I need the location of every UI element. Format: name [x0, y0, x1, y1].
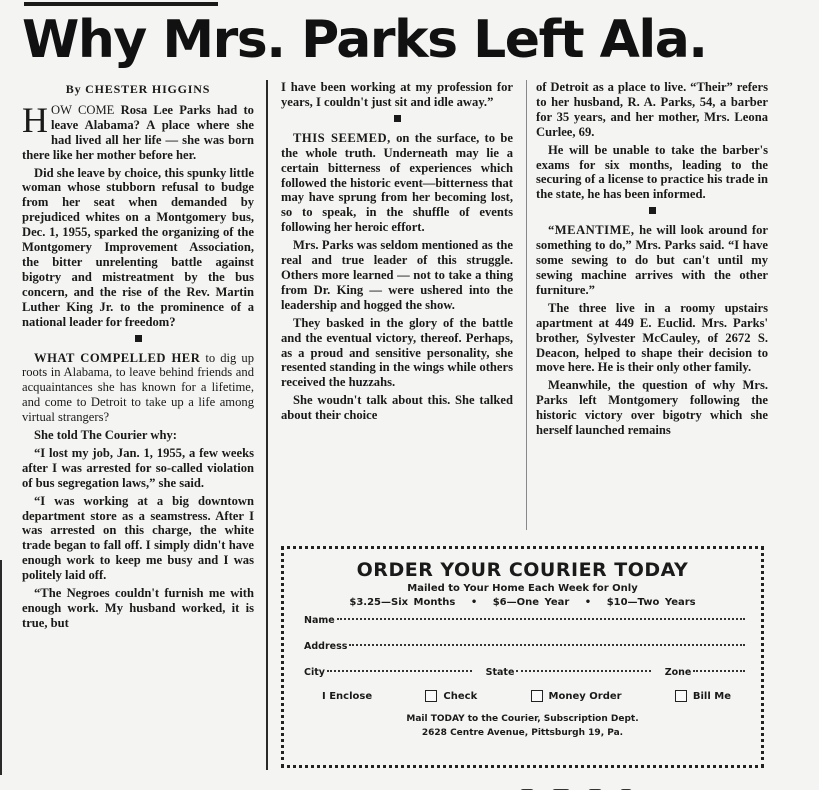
- enclose-label: I Enclose: [322, 690, 373, 702]
- paragraph: They basked in the glory of the battle and the eventual victory, thereof. Perhaps, as a proud and sensitive personality, she resented standing in the wings while others received the huzzahs.: [281, 315, 513, 390]
- city-state-zone-row: [304, 660, 745, 686]
- price-separator: •: [584, 597, 592, 608]
- money-order-option[interactable]: [531, 690, 622, 702]
- section-caps: “MEANTIME,: [548, 223, 635, 238]
- name-input-line[interactable]: [337, 618, 745, 620]
- paragraph: [536, 223, 768, 298]
- mail-line-1: Mail TODAY to the Courier, Subscription Dept.: [406, 714, 639, 724]
- section-bullet-icon: [536, 205, 768, 219]
- price-separator: •: [470, 597, 478, 608]
- article-column-3: [536, 80, 768, 441]
- byline: By CHESTER HIGGINS: [65, 82, 211, 96]
- money-order-checkbox[interactable]: [531, 690, 543, 702]
- lead-paragraph: [22, 99, 254, 163]
- check-option[interactable]: [425, 690, 477, 702]
- address-label: Address: [304, 641, 348, 652]
- bill-me-option[interactable]: [675, 690, 731, 702]
- paragraph: Meanwhile, the question of why Mrs. Parks left Montgomery following the historic victory over bigotry which she herself launched remains: [536, 378, 768, 438]
- zone-label: Zone: [664, 667, 692, 678]
- zone-input-line[interactable]: [693, 670, 745, 672]
- money-order-label: Money Order: [548, 690, 622, 702]
- paragraph: I have been working at my profession for years, I couldn't just sit and idle away.”: [281, 80, 513, 109]
- lead-caps: OW COME: [51, 102, 115, 117]
- section-caps: THIS SEEMED,: [293, 130, 391, 145]
- bill-me-label: Bill Me: [692, 690, 731, 702]
- price-six-months: $3.25—Six Months: [349, 597, 456, 608]
- section-text: on the surface, to be the whole truth. Underneath may lie a certain bitterness of experiences which followed the historic event—bitterness that may have sprung from her becoming lost, so to speak, in the shuffle of events following her heroic effort.: [281, 130, 513, 235]
- city-input-line[interactable]: [327, 670, 472, 672]
- subscription-coupon: [281, 546, 764, 768]
- name-field[interactable]: [304, 608, 745, 634]
- article-column-2: [281, 80, 513, 426]
- column-divider: [266, 80, 268, 770]
- mail-instructions: [284, 712, 761, 740]
- paragraph: of Detroit as a place to live. “Their” refers to her husband, R. A. Parks, 54, a barber for 35 years, and her mother, Mrs. Leona Curlee, 69.: [536, 80, 768, 139]
- bill-me-checkbox[interactable]: [675, 690, 687, 702]
- check-checkbox[interactable]: [425, 690, 437, 702]
- name-label: Name: [304, 615, 335, 626]
- paragraph: [281, 131, 513, 235]
- paragraph: Did she leave by choice, this spunky little woman whose stubborn refusal to budge from her seat when demanded by prejudiced whites on a Montgomery bus, Dec. 1, 1955, sparked the organizing of the Montgomery Improvement Association, the bitter unrelenting battle against bigotry and mistreatment by the bus concern, and the rise of the Rev. Martin Luther King Jr. to the prominence of a national leader for freedom?: [22, 165, 254, 329]
- payment-options: [322, 690, 731, 702]
- section-bullet-icon: [22, 333, 254, 347]
- paragraph: [22, 351, 254, 426]
- column-divider: [526, 80, 527, 530]
- check-label: Check: [443, 690, 478, 702]
- lead-text: Rosa Lee Parks had to leave Alabama? A place where she had lived all her life — she was born there like her mother before her.: [22, 102, 254, 162]
- mail-address: 2628 Centre Avenue, Pittsburgh 19, Pa.: [421, 728, 624, 738]
- paragraph: He will be unable to take the barber's exams for six months, leading to the securing of a license to practice his trade in the state, he has been informed.: [536, 142, 768, 202]
- paragraph: “I lost my job, Jan. 1, 1955, a few weeks after I was arrested for so-called violation of bus segregation laws,” she said.: [22, 445, 254, 490]
- paragraph: She told The Courier why:: [34, 428, 177, 443]
- drop-cap: H: [22, 99, 48, 140]
- section-bullet-icon: [281, 113, 513, 127]
- headline: Why Mrs. Parks Left Ala.: [22, 10, 707, 70]
- paragraph-bold: The three live in a roomy upstairs apartment at 449 E. Euclid. Mrs. Parks' brother, Sylvester McCauley, of 2672 S. Deacon, helped to shape their decision to move here. He is their only other family.: [536, 300, 768, 375]
- section-caps: WHAT COMPELLED HER: [34, 350, 201, 365]
- cut-off-text-fragment: [520, 782, 780, 790]
- paragraph: She woudn't talk about this. She talked about their choice: [281, 393, 513, 423]
- coupon-prices: [284, 597, 761, 608]
- top-rule: [24, 2, 218, 6]
- address-field[interactable]: [304, 634, 745, 660]
- city-label: City: [304, 667, 325, 678]
- state-input-line[interactable]: [516, 670, 650, 672]
- section-text: to dig up roots in Alabama, to leave behind friends and acquaintances she has known for a lifetime, and come to Detroit to take up a life among virtual strangers?: [22, 350, 254, 425]
- section-text: he will look around for something to do,” Mrs. Parks said. “I have some sewing to do but can't until my sewing machine arrives with the other furniture.”: [536, 223, 768, 297]
- left-edge-rule: [0, 560, 2, 775]
- state-label: State: [485, 667, 515, 678]
- article-column-1: [22, 80, 254, 634]
- paragraph: “I was working at a big downtown department store as a seamstress. After I was arrested on this charge, the white trade began to fall off. I simply didn't have enough work to keep me busy and I was politely laid off.: [22, 493, 254, 583]
- price-one-year: $6—One Year: [492, 597, 570, 608]
- address-input-line[interactable]: [349, 644, 745, 646]
- price-two-years: $10—Two Years: [606, 597, 696, 608]
- coupon-title: ORDER YOUR COURIER TODAY: [356, 559, 689, 581]
- paragraph: “The Negroes couldn't furnish me with enough work. My husband worked, it is true, but: [22, 586, 254, 630]
- coupon-subtitle: Mailed to Your Home Each Week for Only: [407, 583, 638, 594]
- paragraph-bold: Mrs. Parks was seldom mentioned as the real and true leader of this struggle. Others more learned — not to take a thing from Dr. King — were ushered into the leadership and hogged the show.: [281, 238, 513, 312]
